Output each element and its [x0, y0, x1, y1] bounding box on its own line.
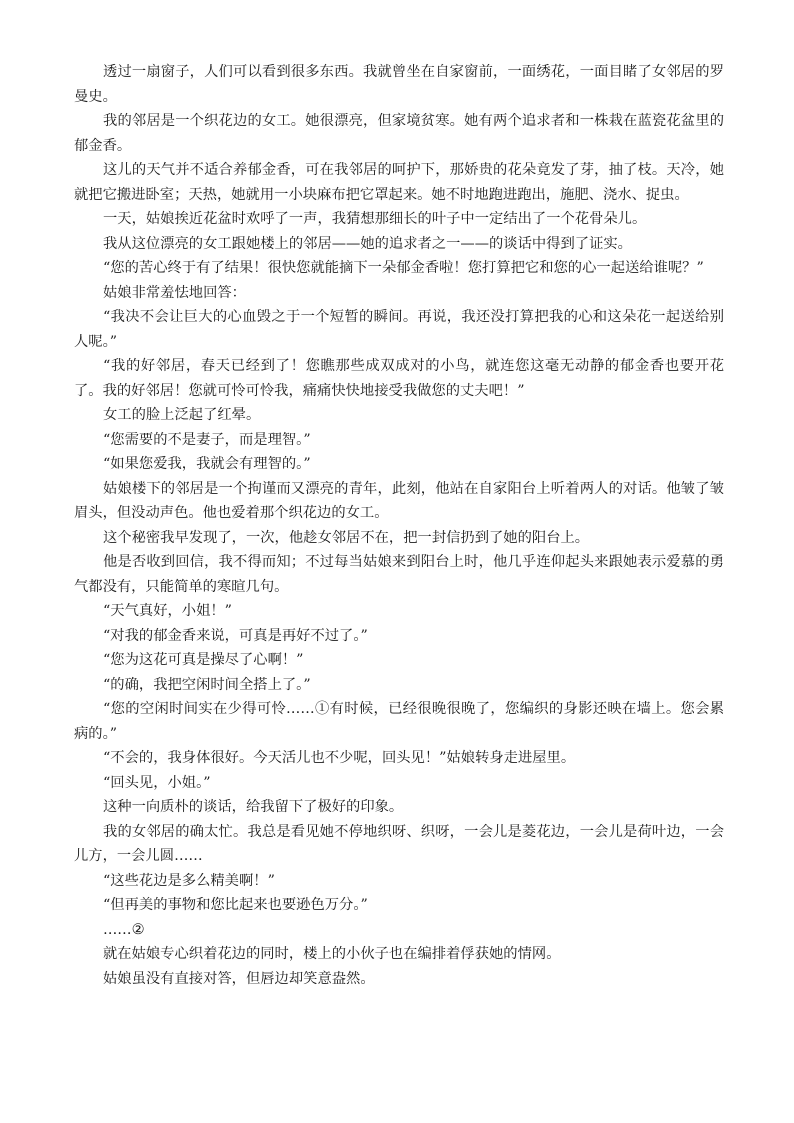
paragraph: 女工的脸上泛起了红晕。 [103, 407, 261, 423]
paragraph: 姑娘楼下的邻居是一个拘谨而又漂亮的青年，此刻，他站在自家阳台上听着两人的对话。他皱了皱眉头，但没动声色。他也爱着那个织花边的女工。 [74, 480, 724, 521]
document-body [74, 60, 724, 991]
dialogue-line: “这些花边是多么精美啊！” [103, 872, 275, 889]
dialogue-line: “您需要的不是妻子，而是理智。” [103, 431, 311, 448]
dialogue-line: “但再美的事物和您比起来也要逊色万分。” [103, 897, 368, 913]
omission-marker: ……② [103, 921, 145, 938]
paragraph: 透过一扇窗子，人们可以看到很多东西。我就曾坐在自家窗前，一面绣花，一面目睹了女邻居的罗曼史。 [74, 64, 724, 105]
dialogue-line: “的确，我把空闲时间全搭上了。” [103, 676, 311, 693]
dialogue-line: “不会的，我身体很好。今天活儿也不少呢，回头见！”姑娘转身走进屋里。 [103, 750, 576, 766]
dialogue-line: “如果您爱我，我就会有理智的。” [103, 456, 311, 472]
paragraph: 我的女邻居的确太忙。我总是看见她不停地织呀、织呀，一会儿是菱花边，一会儿是荷叶边，一会儿方，一会儿圆…… [74, 823, 724, 864]
paragraph: 一天，姑娘挨近花盆时欢呼了一声，我猜想那细长的叶子中一定结出了一个花骨朵儿。 [103, 211, 647, 227]
paragraph: 我的邻居是一个织花边的女工。她很漂亮，但家境贫寒。她有两个追求者和一株栽在蓝瓷花盆里的郁金香。 [74, 113, 724, 154]
dialogue-line: “您为这花可真是操尽了心啊！” [103, 652, 304, 668]
dialogue-line: “我决不会让巨大的心血毁之于一个短暂的瞬间。再说，我还没打算把我的心和这朵花一起送给别人呢。” [74, 309, 724, 350]
paragraph: 就在姑娘专心织着花边的同时，楼上的小伙子也在编排着俘获她的情网。 [103, 946, 561, 962]
paragraph: 这种一向质朴的谈话，给我留下了极好的印象。 [103, 799, 404, 815]
dialogue-line: “天气真好，小姐！” [103, 603, 232, 619]
paragraph: 这个秘密我早发现了，一次，他趁女邻居不在，把一封信扔到了她的阳台上。 [103, 529, 590, 546]
paragraph: 这儿的天气并不适合养郁金香，可在我邻居的呵护下，那娇贵的花朵竟发了芽，抽了枝。天冷，她就把它搬进卧室；天热，她就用一小块麻布把它罩起来。她不时地跑进跑出，施肥、浇水、捉虫。 [74, 162, 724, 203]
paragraph: 我从这位漂亮的女工跟她楼上的邻居——她的追求者之一——的谈话中得到了证实。 [103, 235, 632, 252]
dialogue-line: “您的苦心终于有了结果！很快您就能摘下一朵郁金香啦！您打算把它和您的心一起送给谁呢？” [103, 260, 704, 276]
dialogue-line: “回头见，小姐。” [103, 774, 211, 791]
dialogue-line: “我的好邻居，春天已经到了！您瞧那些成双成对的小鸟，就连您这毫无动静的郁金香也要开花了。我的好邻居！您就可怜可怜我，痛痛快快地接受我做您的丈夫吧！” [74, 358, 724, 399]
paragraph: 姑娘虽没有直接对答，但唇边却笑意盎然。 [103, 970, 375, 987]
paragraph: 他是否收到回信，我不得而知；不过每当姑娘来到阳台上时，他几乎连仰起头来跟她表示爱慕的勇气都没有，只能简单的寒暄几句。 [74, 554, 724, 595]
dialogue-line: “对我的郁金香来说，可真是再好不过了。” [103, 627, 368, 644]
paragraph: 姑娘非常羞怯地回答： [103, 284, 246, 301]
dialogue-line: “您的空闲时间实在少得可怜……①有时候，已经很晚很晚了，您编织的身影还映在墙上。您会累病的。” [74, 701, 724, 742]
